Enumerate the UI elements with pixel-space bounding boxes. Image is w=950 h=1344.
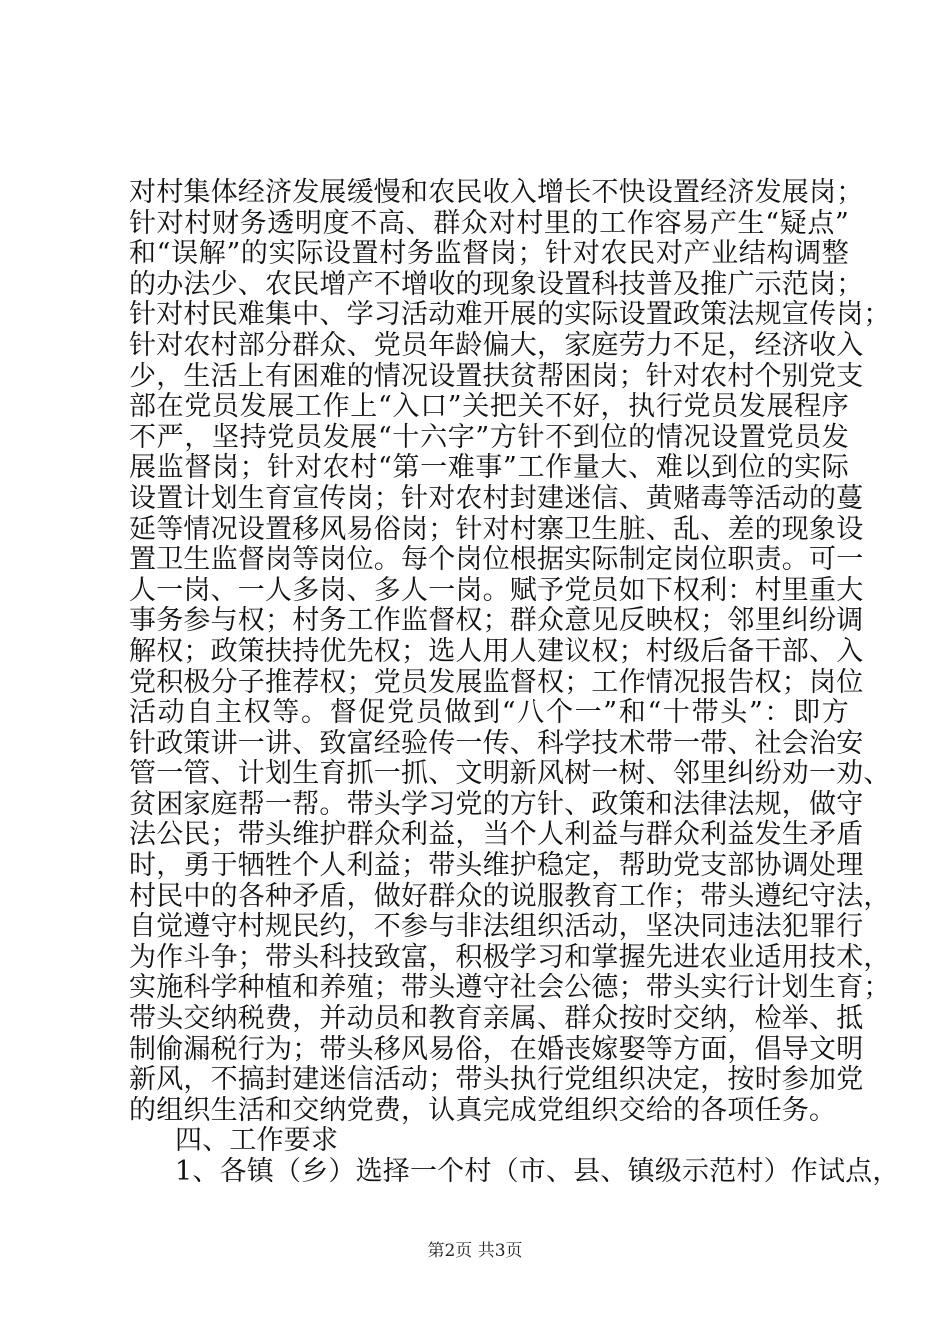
paragraph-line: 对村集体经济发展缓慢和农民收入增长不快设置经济发展岗；	[129, 177, 864, 208]
page-number-footer: 第2页 共3页	[427, 1241, 523, 1261]
paragraph-line: 的办法少、农民增产不增收的现象设置科技普及推广示范岗；	[129, 268, 864, 300]
paragraph-line: 带头交纳税费，并动员和教育亲属、群众按时交纳，检举、抵	[129, 1003, 864, 1035]
paragraph-line: 针政策讲一讲、致富经验传一传、科学技术带一带、社会治安	[129, 727, 864, 759]
paragraph-line: 和“误解”的实际设置村务监督岗；针对农民对产业结构调整	[129, 238, 849, 270]
paragraph-line: 贫困家庭帮一帮。带头学习党的方针、政策和法律法规，做守	[129, 788, 864, 820]
paragraph-line: 延等情况设置移风易俗岗；针对村寨卫生脏、乱、差的现象设	[129, 513, 864, 545]
paragraph-line: 村民中的各种矛盾，做好群众的说服教育工作；带头遵纪守法，	[129, 880, 891, 912]
paragraph-line: 为作斗争；带头科技致富，积极学习和掌握先进农业适用技术，	[129, 941, 891, 973]
paragraph-line: 少，生活上有困难的情况设置扶贫帮困岗；针对农村个别党支	[129, 360, 864, 392]
paragraph-line: 部在党员发展工作上“入口”关把关不好，执行党员发展程序	[129, 391, 849, 423]
paragraph-line: 解权；政策扶持优先权；选人用人建议权；村级后备干部、入	[129, 635, 864, 667]
paragraph-line: 置卫生监督岗等岗位。每个岗位根据实际制定岗位职责。可一	[129, 544, 864, 576]
paragraph-line: 时，勇于牺牲个人利益；带头维护稳定，帮助党支部协调处理	[129, 850, 864, 882]
document-body	[129, 177, 900, 1188]
paragraph-last-line: 的组织生活和交纳党费，认真完成党组织交给的各项任务。	[129, 1094, 837, 1126]
paragraph-line: 法公民；带头维护群众利益，当个人利益与群众利益发生矛盾	[129, 819, 864, 851]
paragraph-line: 设置计划生育宣传岗；针对农村封建迷信、黄赌毒等活动的蔓	[129, 482, 864, 514]
paragraph-line: 展监督岗；针对农村“第一难事”工作量大、难以到位的实际	[129, 452, 849, 484]
paragraph-line: 自觉遵守村规民约，不参与非法组织活动，坚决同违法犯罪行	[129, 911, 864, 943]
paragraph-line: 不严，坚持党员发展“十六字”方针不到位的情况设置党员发	[129, 421, 849, 453]
paragraph-line: 制偷漏税行为；带头移风易俗，在婚丧嫁娶等方面，倡导文明	[129, 1033, 864, 1065]
paragraph-line: 管一管、计划生育抓一抓、文明新风树一树、邻里纠纷劝一劝、	[129, 758, 891, 790]
paragraph-line: 针对村民难集中、学习活动难开展的实际设置政策法规宣传岗；	[129, 299, 891, 331]
paragraph-line: 党积极分子推荐权；党员发展监督权；工作情况报告权；岗位	[129, 666, 864, 698]
section-heading: 四、工作要求	[175, 1125, 339, 1157]
paragraph-line: 人一岗、一人多岗、多人一岗。赋予党员如下权利：村里重大	[129, 574, 864, 606]
paragraph-line: 针对村财务透明度不高、群众对村里的工作容易产生“疑点”	[129, 207, 849, 239]
list-item-1: 1、各镇（乡）选择一个村（市、县、镇级示范村）作试点，	[175, 1156, 900, 1187]
paragraph-line: 针对农村部分群众、党员年龄偏大，家庭劳力不足，经济收入	[129, 329, 864, 361]
paragraph-line: 新风，不搞封建迷信活动；带头执行党组织决定，按时参加党	[129, 1064, 864, 1096]
paragraph-line: 实施科学种植和养殖；带头遵守社会公德；带头实行计划生育；	[129, 972, 891, 1004]
paragraph-line: 活动自主权等。督促党员做到“八个一”和“十带头”：即方	[129, 697, 849, 729]
paragraph-line: 事务参与权；村务工作监督权；群众意见反映权；邻里纠纷调	[129, 605, 864, 637]
